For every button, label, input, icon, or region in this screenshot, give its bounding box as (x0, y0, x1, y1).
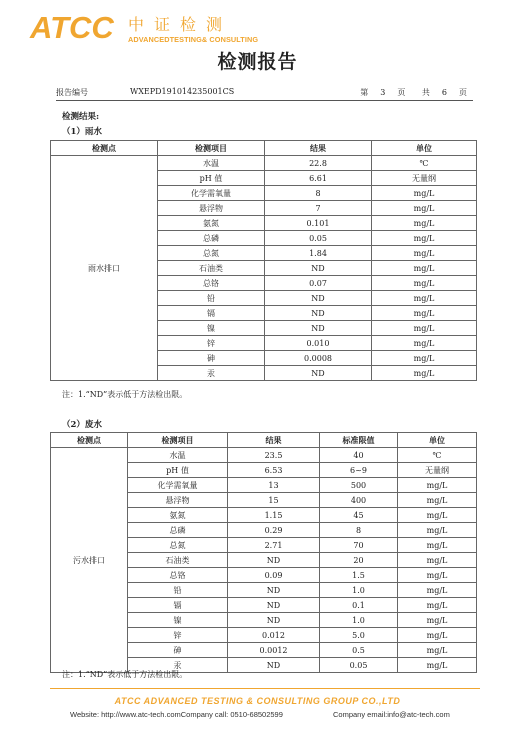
table-cell: 锌 (128, 628, 228, 643)
table-cell: mg/L (398, 523, 477, 538)
page-label-b: 页 共 (397, 88, 430, 97)
page-label-a: 第 (360, 88, 369, 97)
table-cell: 0.0008 (265, 351, 372, 366)
table-cell: ND (228, 658, 320, 673)
table-cell: 0.05 (265, 231, 372, 246)
table-row (51, 156, 477, 171)
footer-divider (50, 688, 480, 689)
report-title: 检测报告 (217, 51, 298, 73)
table-cell: mg/L (372, 276, 477, 291)
rain-results-table (50, 140, 477, 381)
page-label-c: 页 (459, 88, 467, 97)
table-cell: mg/L (372, 306, 477, 321)
table-cell: 0.05 (320, 658, 398, 673)
table-cell: 石油类 (128, 553, 228, 568)
table-cell: 0.09 (228, 568, 320, 583)
table-cell: 总磷 (128, 523, 228, 538)
table-cell: 70 (320, 538, 398, 553)
table-cell: mg/L (398, 598, 477, 613)
table-cell: 石油类 (158, 261, 265, 276)
table-cell: 悬浮物 (158, 201, 265, 216)
table-cell: mg/L (372, 291, 477, 306)
column-header: 单位 (372, 141, 477, 156)
table-cell: 1.5 (320, 568, 398, 583)
table-cell: 6.61 (265, 171, 372, 186)
table-cell: 20 (320, 553, 398, 568)
table-cell: mg/L (372, 336, 477, 351)
column-header: 结果 (228, 433, 320, 448)
table-cell: ℃ (398, 448, 477, 463)
report-number-label: 报告编号 (56, 88, 88, 97)
table-cell: 23.5 (228, 448, 320, 463)
column-header: 单位 (398, 433, 477, 448)
table-cell: 化学需氧量 (128, 478, 228, 493)
table-cell: mg/L (398, 658, 477, 673)
rain-note: 注：1.“ND”表示低于方法检出限。 (62, 390, 188, 399)
table-cell: 镍 (128, 613, 228, 628)
table-cell: ND (265, 321, 372, 336)
table-cell: mg/L (398, 613, 477, 628)
page-total: 6 (441, 88, 447, 97)
table-cell: 1.15 (228, 508, 320, 523)
table-cell: pH 值 (128, 463, 228, 478)
column-header: 结果 (265, 141, 372, 156)
table-cell: mg/L (372, 321, 477, 336)
table-cell: 0.07 (265, 276, 372, 291)
table-cell: 0.012 (228, 628, 320, 643)
table-cell: ND (228, 598, 320, 613)
footer-company-name: ATCC ADVANCED TESTING & CONSULTING GROUP CO.,LTD (114, 696, 401, 706)
table-cell: mg/L (398, 538, 477, 553)
table-cell: mg/L (372, 186, 477, 201)
table-cell: 铅 (128, 583, 228, 598)
table-cell: ND (265, 291, 372, 306)
table-cell: 氨氮 (158, 216, 265, 231)
logo-brand: ATCC (30, 10, 114, 45)
table-cell: 水温 (128, 448, 228, 463)
table-row (51, 448, 477, 463)
rain-table-header (51, 141, 477, 156)
table-cell: 砷 (158, 351, 265, 366)
table-cell: 45 (320, 508, 398, 523)
table-cell: 0.010 (265, 336, 372, 351)
results-heading: 检测结果: (62, 112, 100, 122)
table-cell: 0.101 (265, 216, 372, 231)
table-cell: 400 (320, 493, 398, 508)
header-divider (56, 100, 473, 101)
table-cell: 总铬 (158, 276, 265, 291)
logo-english-name: ADVANCEDTESTING& CONSULTING (128, 35, 259, 44)
column-header: 检测点 (51, 141, 158, 156)
table-cell: mg/L (372, 261, 477, 276)
table-cell: mg/L (372, 201, 477, 216)
table-cell: 无量纲 (398, 463, 477, 478)
table-cell: mg/L (372, 351, 477, 366)
table-cell: 镉 (158, 306, 265, 321)
page-current: 3 (380, 88, 386, 97)
report-number: WXEPD191014235001CS (130, 87, 235, 96)
table-cell: 1.84 (265, 246, 372, 261)
table-cell: 0.29 (228, 523, 320, 538)
table-cell: 6~9 (320, 463, 398, 478)
footer-email: Company email:info@atc-tech.com (333, 710, 450, 719)
table-cell: 氨氮 (128, 508, 228, 523)
table-cell: ND (265, 261, 372, 276)
table-cell: 铅 (158, 291, 265, 306)
company-logo (30, 10, 280, 50)
table-cell: ℃ (372, 156, 477, 171)
column-header: 标准限值 (320, 433, 398, 448)
table-cell: 5.0 (320, 628, 398, 643)
table-cell: 0.1 (320, 598, 398, 613)
waste-table-header (51, 433, 477, 448)
table-cell: mg/L (372, 366, 477, 381)
table-cell: mg/L (398, 478, 477, 493)
table-cell: 总磷 (158, 231, 265, 246)
table-cell: ND (265, 306, 372, 321)
table-cell: 镉 (128, 598, 228, 613)
table-cell: 8 (265, 186, 372, 201)
waste-results-table (50, 432, 477, 673)
table-cell: mg/L (398, 643, 477, 658)
table-cell: 0.0012 (228, 643, 320, 658)
table-cell: 总氮 (128, 538, 228, 553)
table-cell: ND (228, 553, 320, 568)
table-cell: 锌 (158, 336, 265, 351)
table-cell: mg/L (372, 246, 477, 261)
table-cell: 1.0 (320, 613, 398, 628)
table-cell: ND (228, 583, 320, 598)
footer-website: Website: http://www.atc-tech.comCompany call: 0510-68502599 (70, 710, 283, 719)
table-cell: ND (265, 366, 372, 381)
table-cell: 汞 (158, 366, 265, 381)
table-cell: 13 (228, 478, 320, 493)
rain-section-heading: （1）雨水 (62, 127, 102, 137)
location-cell: 雨水排口 (51, 156, 158, 381)
table-cell: 水温 (158, 156, 265, 171)
table-cell: 砷 (128, 643, 228, 658)
table-cell: 总铬 (128, 568, 228, 583)
waste-section-heading: （2）废水 (62, 420, 102, 430)
table-cell: 40 (320, 448, 398, 463)
waste-note: 注：1.“ND”表示低于方法检出限。 (62, 670, 188, 679)
table-cell: mg/L (398, 493, 477, 508)
table-cell: 镍 (158, 321, 265, 336)
page-indicator (354, 87, 473, 98)
logo-chinese-name: 中证检测 (128, 15, 233, 34)
table-cell: 6.53 (228, 463, 320, 478)
table-cell: mg/L (398, 583, 477, 598)
column-header: 检测点 (51, 433, 128, 448)
table-cell: 8 (320, 523, 398, 538)
column-header: 检测项目 (128, 433, 228, 448)
table-cell: mg/L (398, 568, 477, 583)
table-cell: 总氮 (158, 246, 265, 261)
table-cell: mg/L (372, 216, 477, 231)
table-cell: 0.5 (320, 643, 398, 658)
table-cell: 22.8 (265, 156, 372, 171)
table-cell: 1.0 (320, 583, 398, 598)
table-cell: ND (228, 613, 320, 628)
table-cell: 无量纲 (372, 171, 477, 186)
table-cell: 500 (320, 478, 398, 493)
table-cell: 悬浮物 (128, 493, 228, 508)
table-cell: mg/L (398, 508, 477, 523)
column-header: 检测项目 (158, 141, 265, 156)
table-cell: 2.71 (228, 538, 320, 553)
table-cell: 化学需氧量 (158, 186, 265, 201)
table-cell: mg/L (398, 628, 477, 643)
table-cell: mg/L (372, 231, 477, 246)
table-cell: mg/L (398, 553, 477, 568)
table-cell: 汞 (128, 658, 228, 673)
location-cell: 污水排口 (51, 448, 128, 673)
table-cell: 15 (228, 493, 320, 508)
table-cell: pH 值 (158, 171, 265, 186)
table-cell: 7 (265, 201, 372, 216)
